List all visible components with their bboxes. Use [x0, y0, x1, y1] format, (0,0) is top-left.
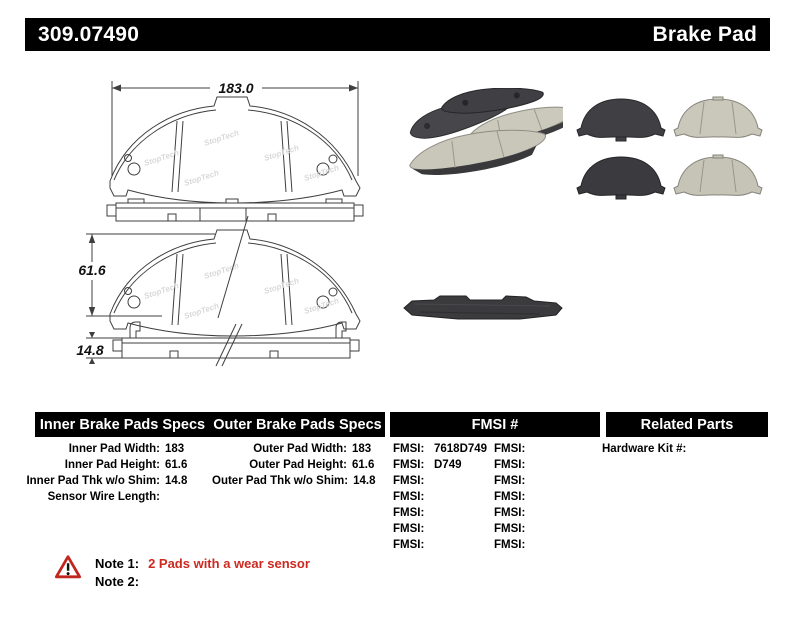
table-row: FMSI:: [494, 475, 526, 487]
table-row: FMSI:: [494, 491, 526, 503]
table-row: Outer Pad Thk w/o Shim: 14.8: [212, 475, 376, 487]
table-row: FMSI:: [393, 507, 425, 519]
svg-text:StopTech: StopTech: [182, 168, 221, 188]
fmsi-header-bar: FMSI #: [390, 412, 600, 437]
height-dimension-label: 61.6: [78, 262, 106, 278]
outer-specs-title: Outer Brake Pads Specs: [213, 416, 382, 433]
fmsi-table-left: [393, 441, 493, 553]
product-photo-profile: [400, 288, 570, 328]
note-1: [95, 556, 310, 571]
note-2: [95, 574, 148, 589]
outer-specs-table: [212, 441, 402, 489]
table-row: FMSI:: [393, 475, 425, 487]
pad-front-view: [110, 97, 360, 203]
note-1-text: 2 Pads with a wear sensor: [148, 556, 310, 571]
product-photo-angled: [398, 88, 563, 208]
table-row: FMSI:: [494, 523, 526, 535]
table-row: FMSI:: [494, 459, 526, 471]
note-2-label: Note 2:: [95, 574, 140, 589]
pad-edge-view: [107, 199, 363, 221]
specs-header-bar: [35, 412, 385, 437]
part-number: 309.07490: [38, 22, 140, 46]
table-row: Hardware Kit #:: [602, 443, 687, 455]
table-row: FMSI:: [494, 507, 526, 519]
related-parts-table: [602, 441, 767, 457]
table-row: Inner Pad Height: 61.6: [64, 459, 188, 471]
table-row: FMSI: 7618D749: [393, 443, 488, 455]
svg-text:StopTech: StopTech: [302, 163, 341, 183]
table-row: FMSI:: [393, 491, 425, 503]
pads-flat-image: [568, 92, 768, 212]
product-type-title: Brake Pad: [652, 22, 757, 46]
table-row: FMSI:: [393, 539, 425, 551]
related-parts-header-bar: Related Parts: [606, 412, 768, 437]
product-photo-flat: [568, 92, 768, 212]
inner-specs-table: [25, 441, 215, 505]
header-bar: [25, 18, 770, 51]
technical-drawing: [50, 66, 395, 396]
pad-profile-image: [400, 288, 570, 328]
inner-specs-title: Inner Brake Pads Specs: [39, 416, 206, 433]
table-row: FMSI: D749: [393, 459, 462, 471]
watermark-text: StopTech: [142, 148, 181, 168]
table-row: Inner Pad Width: 183: [68, 443, 185, 455]
brake-pad-line-drawing: [50, 66, 395, 396]
thickness-dimension-label: 14.8: [76, 342, 104, 358]
svg-text:StopTech: StopTech: [202, 128, 241, 148]
warning-triangle-icon: [54, 554, 82, 580]
table-row: Outer Pad Height: 61.6: [249, 459, 375, 471]
svg-text:StopTech: StopTech: [262, 143, 301, 163]
width-dimension-label: 183.0: [218, 80, 254, 96]
table-row: Outer Pad Width: 183: [253, 443, 372, 455]
table-row: Inner Pad Thk w/o Shim: 14.8: [26, 475, 188, 487]
note-1-label: Note 1:: [95, 556, 140, 571]
table-row: FMSI:: [494, 539, 526, 551]
table-row: FMSI:: [393, 523, 425, 535]
pads-angled-image: [398, 88, 563, 208]
table-row: FMSI:: [494, 443, 526, 455]
table-row: Sensor Wire Length:: [47, 491, 160, 503]
fmsi-table-right: [494, 441, 594, 553]
